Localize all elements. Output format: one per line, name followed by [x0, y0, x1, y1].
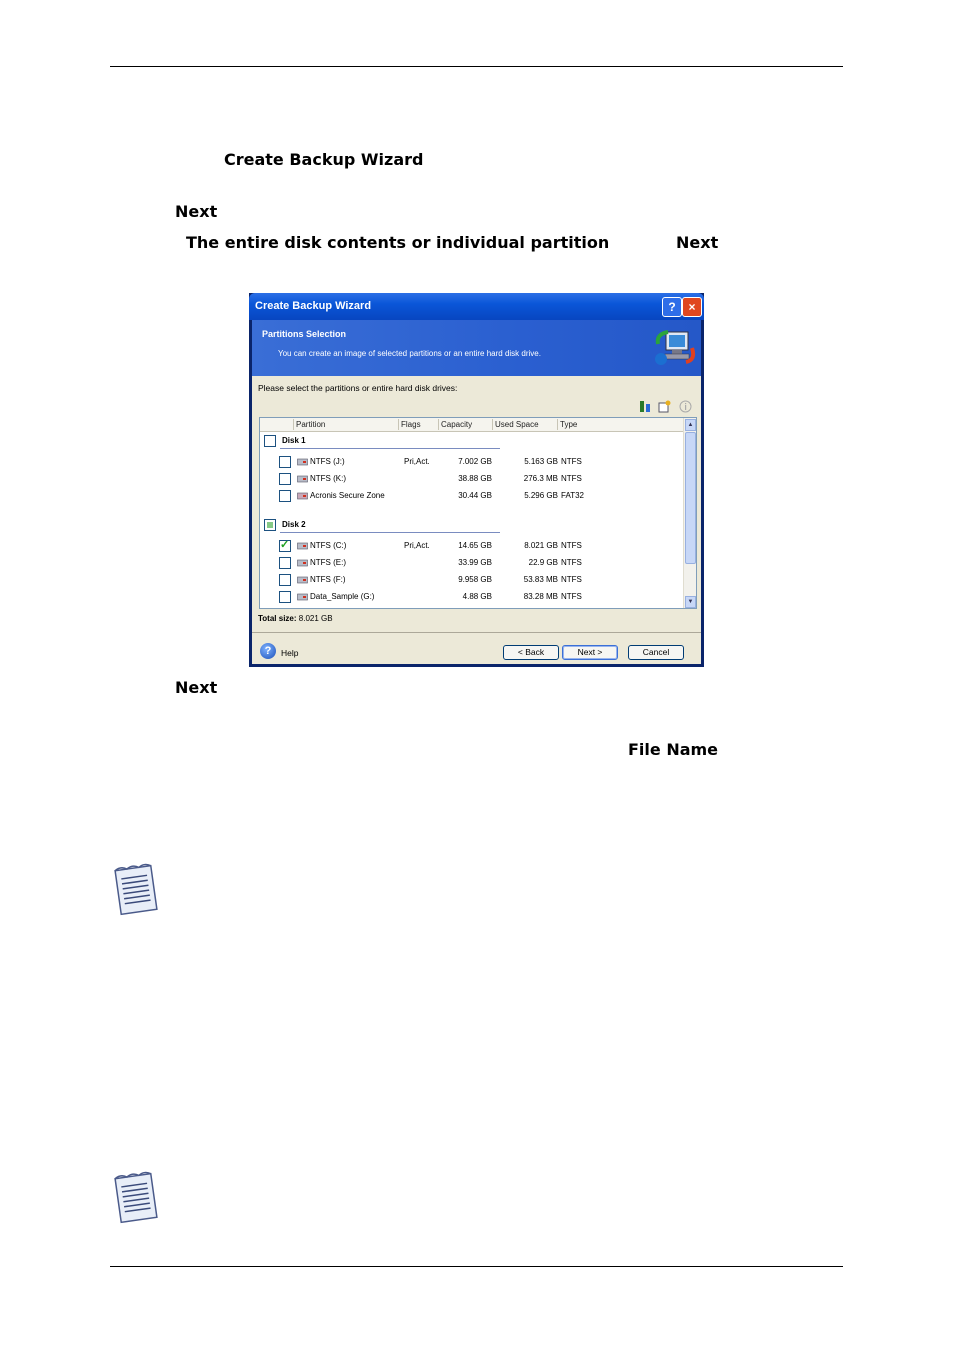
partition-used: 5.163 GB: [524, 457, 558, 466]
disk-row[interactable]: [260, 432, 684, 450]
header-subtitle: You can create an image of selected partitions or an entire hard disk drive.: [278, 349, 541, 358]
partition-type: NTFS: [561, 558, 582, 567]
close-button[interactable]: ×: [682, 297, 702, 317]
partition-checkbox[interactable]: [279, 557, 291, 569]
col-type[interactable]: Type: [560, 420, 578, 429]
disk-1-label: Disk 1: [282, 436, 306, 445]
partition-flags: Pri,Act.: [404, 457, 430, 466]
entire-disk-text: The entire disk contents or individual partition: [186, 233, 610, 252]
partition-checkbox[interactable]: [279, 540, 291, 552]
col-flags[interactable]: Flags: [401, 420, 421, 429]
partition-row[interactable]: [260, 539, 684, 553]
partition-capacity: 9.958 GB: [458, 575, 492, 584]
partition-name: Data_Sample (G:): [310, 592, 375, 601]
footer-rule: [110, 1266, 843, 1267]
cancel-button[interactable]: Cancel: [628, 645, 684, 660]
sort-icon[interactable]: [639, 400, 652, 413]
partition-checkbox[interactable]: [279, 490, 291, 502]
dialog-titlebar: [249, 293, 704, 320]
wizard-header: [252, 320, 701, 376]
next-text-2: Next: [676, 233, 719, 252]
partition-name: NTFS (F:): [310, 575, 346, 584]
partition-type: NTFS: [561, 457, 582, 466]
col-capacity[interactable]: Capacity: [441, 420, 473, 429]
help-icon[interactable]: ?: [260, 643, 276, 659]
partition-row[interactable]: [260, 455, 684, 469]
partition-used: 276.3 MB: [523, 474, 558, 483]
partition-capacity: 4.88 GB: [462, 592, 492, 601]
partition-row[interactable]: [260, 573, 684, 587]
disk-1-checkbox[interactable]: [264, 435, 276, 447]
partition-type: NTFS: [561, 474, 582, 483]
partition-capacity: 14.65 GB: [458, 541, 492, 550]
partition-type: FAT32: [561, 491, 584, 500]
partition-checkbox[interactable]: [279, 574, 291, 586]
total-size-value: 8.021 GB: [298, 614, 333, 623]
scroll-down-arrow-icon[interactable]: ▼: [685, 596, 696, 608]
partition-type: NTFS: [561, 541, 582, 550]
disk-row[interactable]: [260, 516, 684, 534]
file-name-text: File Name: [628, 740, 719, 759]
partition-used: 22.9 GB: [528, 558, 558, 567]
properties-icon[interactable]: [658, 400, 671, 413]
help-link[interactable]: Help: [281, 648, 299, 658]
help-title-button[interactable]: ?: [662, 297, 682, 317]
create-backup-wizard-dialog: [249, 293, 704, 667]
partition-capacity: 33.99 GB: [458, 558, 492, 567]
partition-type: NTFS: [561, 575, 582, 584]
header-title: Partitions Selection: [262, 329, 347, 339]
partition-name: NTFS (J:): [310, 457, 345, 466]
note-icon: [110, 862, 162, 918]
partition-name: NTFS (K:): [310, 474, 346, 483]
partition-capacity: 38.88 GB: [458, 474, 492, 483]
partition-capacity: 7.002 GB: [458, 457, 492, 466]
drive-icon: [297, 541, 308, 550]
scroll-up-arrow-icon[interactable]: ▲: [685, 419, 696, 431]
drive-icon: [297, 592, 308, 601]
wizard-name-text: Create Backup Wizard: [224, 150, 424, 169]
drive-icon: [297, 558, 308, 567]
total-size: [258, 614, 333, 623]
partition-flags: Pri,Act.: [404, 541, 430, 550]
dialog-title: Create Backup Wizard: [255, 300, 372, 312]
partition-used: 53.83 MB: [523, 575, 558, 584]
partition-used: 83.28 MB: [523, 592, 558, 601]
col-partition[interactable]: Partition: [296, 420, 326, 429]
vertical-scrollbar[interactable]: [683, 418, 696, 608]
partition-checkbox[interactable]: [279, 456, 291, 468]
partition-name: Acronis Secure Zone: [310, 491, 385, 500]
partition-name: NTFS (E:): [310, 558, 346, 567]
drive-icon: [297, 474, 308, 483]
partition-type: NTFS: [561, 592, 582, 601]
backup-computer-icon: [652, 326, 696, 370]
disk-2-label: Disk 2: [282, 520, 306, 529]
next-button[interactable]: Next >: [562, 645, 618, 660]
drive-icon: [297, 457, 308, 466]
partition-row[interactable]: [260, 472, 684, 486]
partition-row[interactable]: [260, 489, 684, 503]
partition-row[interactable]: [260, 556, 684, 570]
partition-row[interactable]: [260, 590, 684, 604]
disk-2-checkbox[interactable]: [264, 519, 276, 531]
note-icon: [110, 1170, 162, 1226]
partition-used: 8.021 GB: [524, 541, 558, 550]
total-size-label: Total size:: [258, 614, 297, 623]
partition-name: NTFS (C:): [310, 541, 347, 550]
column-header: [260, 418, 684, 432]
partition-list: [259, 417, 697, 609]
col-used-space[interactable]: Used Space: [495, 420, 539, 429]
header-rule: [110, 66, 843, 67]
next-text-3: Next: [175, 678, 218, 697]
dialog-client: [252, 320, 701, 664]
partition-checkbox[interactable]: [279, 473, 291, 485]
partition-checkbox[interactable]: [279, 591, 291, 603]
back-button[interactable]: < Back: [503, 645, 559, 660]
partition-capacity: 30.44 GB: [458, 491, 492, 500]
next-text-1: Next: [175, 202, 218, 221]
instruction-text: Please select the partitions or entire hard disk drives:: [258, 383, 458, 393]
partition-used: 5.296 GB: [524, 491, 558, 500]
info-icon: [679, 400, 692, 413]
drive-icon: [297, 575, 308, 584]
scroll-thumb[interactable]: [685, 432, 696, 564]
secure-zone-icon: [297, 491, 308, 500]
